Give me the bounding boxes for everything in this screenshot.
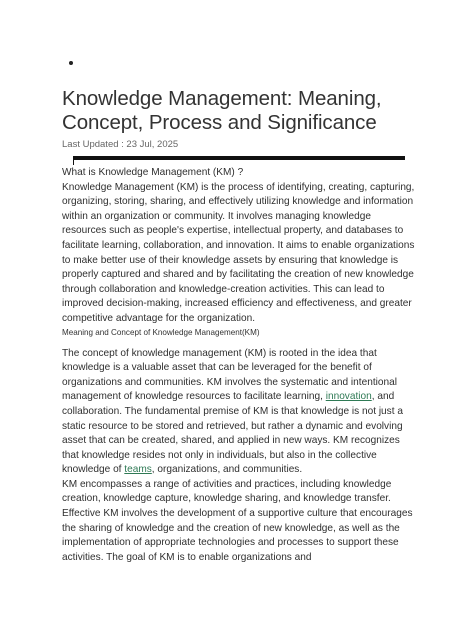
- last-updated-text: Last Updated : 23 Jul, 2025: [62, 139, 179, 150]
- divider-tick: [73, 160, 74, 165]
- teams-link[interactable]: teams: [124, 464, 152, 476]
- divider-bar: [73, 156, 405, 160]
- page-title: Knowledge Management: Meaning, Concept, Process and Significance: [62, 87, 382, 134]
- paragraph-2-text-b: , and collaboration. The fundamental premise of KM is that knowledge is not just a static resource to be stored and retrieved, but rather a dynamic and evolving asset that can be created, shared, and applied in new ways. KM recognizes that knowledge resides not only in individuals, but also in the collective knowledge of: [62, 391, 403, 476]
- bullet-marker: [69, 61, 73, 65]
- article-body: [62, 166, 418, 565]
- section-heading: What is Knowledge Management (KM) ?: [62, 167, 244, 178]
- paragraph-1: Knowledge Management (KM) is the process of identifying, creating, capturing, organizing, storing, sharing, and effectively utilizing knowledge and information within an organization or community. It involves managing knowledge resources such as people's expertise, intellectual property, and databases to facilitate learning, collaboration, and innovation. It aims to enable organizations to make better use of their knowledge assets by ensuring that knowledge is properly captured and shared and by facilitating the creation of new knowledge through collaboration and knowledge-creation activities. This can lead to improved decision-making, increased efficiency and effectiveness, and greater competitive advantage for the organization.: [62, 181, 415, 324]
- innovation-link[interactable]: innovation: [325, 391, 372, 403]
- paragraph-2: [62, 347, 418, 478]
- paragraph-2-text-a: The concept of knowledge management (KM) is rooted in the idea that knowledge is a valuable asset that can be leveraged for the benefit of organizations and communities. KM involves the systematic and intentional management of knowledge resources to facilitate learning,: [62, 347, 397, 403]
- image-caption: Meaning and Concept of Knowledge Management(KM): [62, 327, 260, 337]
- paragraph-3: KM encompasses a range of activities and practices, including knowledge creation, knowledge capture, knowledge sharing, and knowledge transfer. Effective KM involves the development of a supportive culture that encourages the sharing of knowledge and the creation of new knowledge, as well as the implementation of appropriate technologies and processes to support these activities. The goal of KM is to enable organizations and: [62, 478, 413, 563]
- paragraph-2-text-c: , organizations, and communities.: [151, 464, 303, 476]
